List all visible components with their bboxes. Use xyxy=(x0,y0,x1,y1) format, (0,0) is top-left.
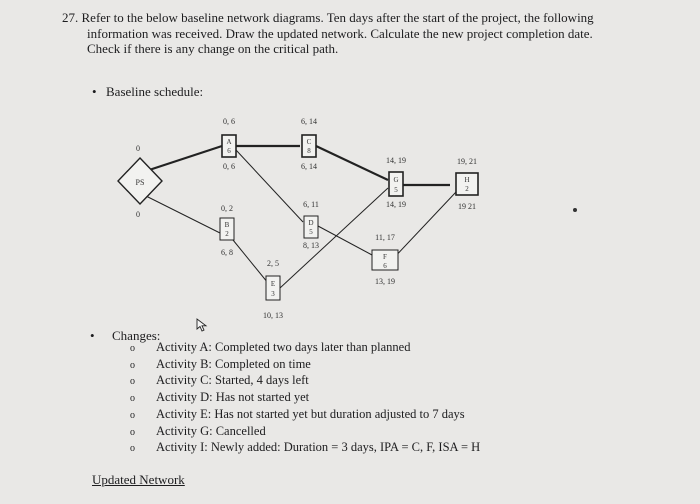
change-text: Activity G: Cancelled xyxy=(156,423,266,438)
list-item xyxy=(130,440,480,457)
node-b-early: 0, 2 xyxy=(221,204,233,213)
link-a-d xyxy=(236,150,303,222)
node-e-late: 10, 13 xyxy=(263,311,283,320)
bullet-icon: • xyxy=(92,84,97,99)
node-h-late: 19 21 xyxy=(458,202,476,211)
node-g-late: 14, 19 xyxy=(386,200,406,209)
node-c-late: 6, 14 xyxy=(301,162,317,171)
change-text: Activity I: Newly added: Duration = 3 days, IPA = C, F, ISA = H xyxy=(156,440,481,455)
link-e-g xyxy=(280,188,388,288)
node-a xyxy=(222,117,236,171)
node-b-duration: 2 xyxy=(225,230,229,238)
link-ps-a xyxy=(140,146,222,173)
node-h xyxy=(456,157,478,211)
node-h-duration: 2 xyxy=(465,185,469,193)
link-c-g xyxy=(316,146,388,180)
baseline-label: Baseline schedule: xyxy=(106,84,204,99)
node-c-early: 6, 14 xyxy=(301,117,317,126)
ps-bottom-label: 0 xyxy=(136,210,140,219)
question-line-2: information was received. Draw the updated network. Calculate the new project completion date. xyxy=(87,25,593,41)
link-d-f xyxy=(318,226,372,255)
question-line-1: 27. Refer to the below baseline network diagrams. Ten days after the start of the project, the following xyxy=(62,10,594,25)
node-d-early: 6, 11 xyxy=(303,200,319,209)
list-item xyxy=(130,357,480,374)
change-text: Activity A: Completed two days later than planned xyxy=(156,340,411,354)
change-text: Activity E: Has not started yet but duration adjusted to 7 days xyxy=(156,406,465,421)
question-line-3: Check if there is any change on the critical path. xyxy=(87,41,339,56)
node-a-id: A xyxy=(226,138,232,146)
circle-bullet-icon: o xyxy=(130,343,135,354)
node-b xyxy=(220,204,234,257)
node-d-duration: 5 xyxy=(309,228,313,236)
list-item xyxy=(130,373,480,390)
circle-bullet-icon: o xyxy=(130,443,135,455)
node-d-late: 8, 13 xyxy=(303,241,319,250)
changes-title: Changes: xyxy=(112,328,161,343)
node-f-early: 11, 17 xyxy=(375,233,395,242)
node-h-early: 19, 21 xyxy=(457,157,477,166)
list-item xyxy=(130,407,480,424)
network-links xyxy=(140,146,456,288)
circle-bullet-icon: o xyxy=(130,359,135,371)
node-b-id: B xyxy=(224,221,230,229)
node-e-duration: 3 xyxy=(271,290,275,298)
node-a-late: 0, 6 xyxy=(223,162,235,171)
node-d xyxy=(303,200,319,250)
circle-bullet-icon: o xyxy=(130,393,135,405)
link-b-e xyxy=(233,240,268,283)
pointer-arrow-icon xyxy=(196,318,208,332)
node-g xyxy=(386,156,406,209)
node-c xyxy=(301,117,317,171)
list-item xyxy=(130,340,480,357)
bullet-icon: • xyxy=(90,328,95,343)
node-d-id: D xyxy=(308,219,314,227)
node-h-id: H xyxy=(464,176,470,184)
node-g-id: G xyxy=(393,176,399,184)
ps-label: PS xyxy=(135,178,145,187)
node-g-early: 14, 19 xyxy=(386,156,406,165)
node-c-duration: 8 xyxy=(307,147,311,155)
updated-network-heading: Updated Network xyxy=(92,472,185,487)
changes-list xyxy=(130,340,480,457)
node-a-duration: 6 xyxy=(227,147,231,155)
circle-bullet-icon: o xyxy=(130,409,135,421)
node-f xyxy=(372,233,398,286)
change-text: Activity C: Started, 4 days left xyxy=(156,373,309,388)
circle-bullet-icon: o xyxy=(130,426,135,438)
node-a-early: 0, 6 xyxy=(223,117,235,126)
ink-dot xyxy=(573,208,577,212)
change-text: Activity D: Has not started yet xyxy=(156,390,310,405)
ps-top-label: 0 xyxy=(136,144,140,153)
link-ps-b xyxy=(140,193,222,234)
change-text: Activity B: Completed on time xyxy=(156,356,311,371)
node-f-late: 13, 19 xyxy=(375,277,395,286)
list-item xyxy=(130,424,480,441)
node-c-id: C xyxy=(306,138,312,146)
node-f-id: F xyxy=(383,253,387,261)
list-item xyxy=(130,390,480,407)
node-b-late: 6, 8 xyxy=(221,248,233,257)
circle-bullet-icon: o xyxy=(130,376,135,388)
node-e-id: E xyxy=(270,280,276,288)
node-e xyxy=(263,259,283,320)
node-e-early: 2, 5 xyxy=(267,259,279,268)
node-g-duration: 5 xyxy=(394,186,398,194)
node-f-duration: 6 xyxy=(383,262,387,270)
